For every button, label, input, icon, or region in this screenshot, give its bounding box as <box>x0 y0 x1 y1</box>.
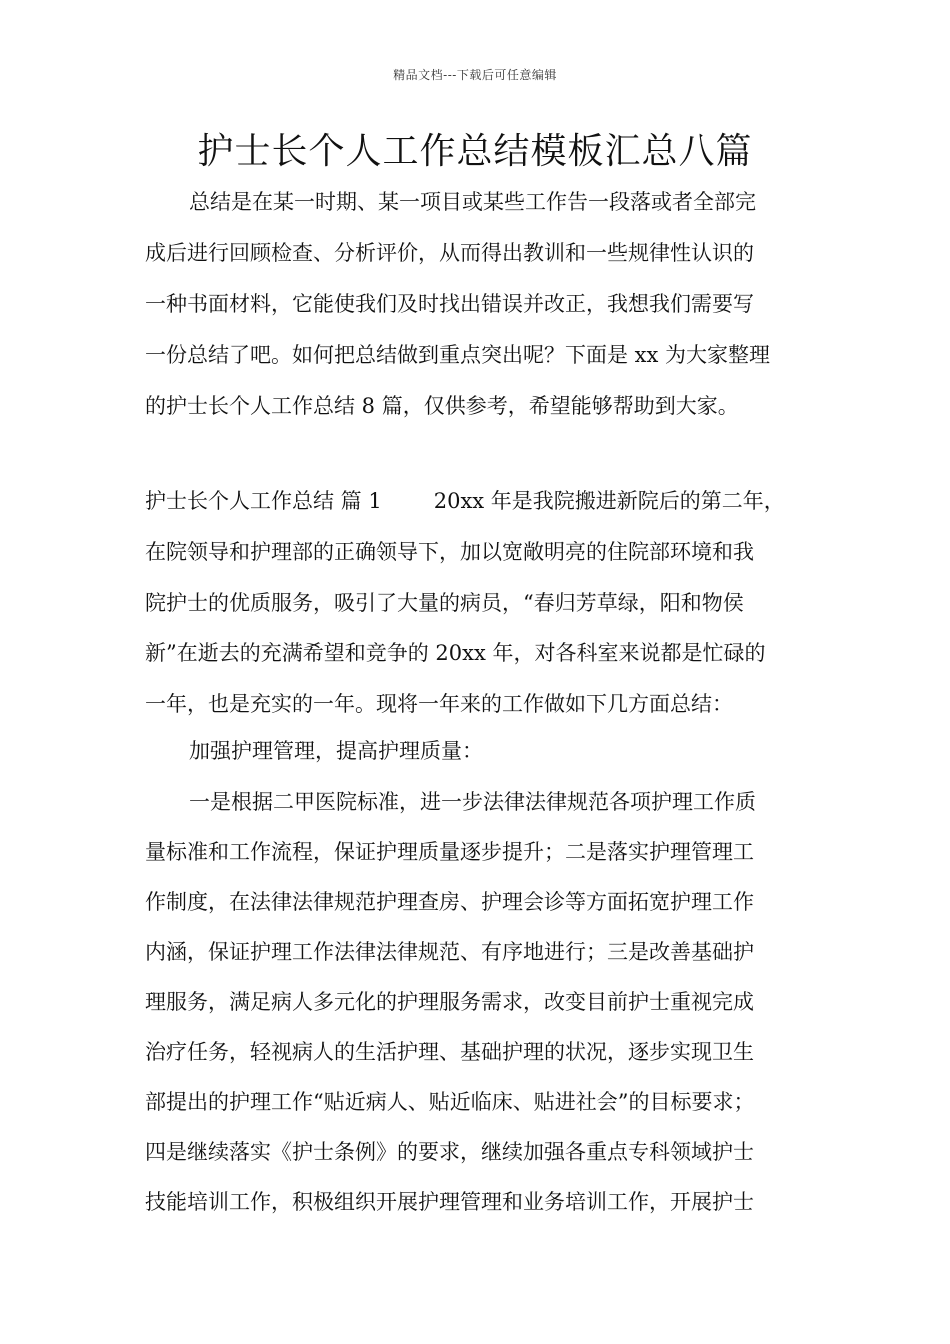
intro-line: 的护士长个人工作总结 8 篇，仅供参考，希望能够帮助到大家。 <box>145 394 739 418</box>
body-line: 一是根据二甲医院标准，进一步法律法律规范各项护理工作质 <box>189 790 756 814</box>
body-line: 理服务，满足病人多元化的护理服务需求，改变目前护士重视完成 <box>145 990 754 1014</box>
body-line: 内涵，保证护理工作法律法律规范、有序地进行；三是改善基础护 <box>145 940 754 964</box>
intro-line: 成后进行回顾检查、分析评价，从而得出教训和一些规律性认识的 <box>145 241 754 265</box>
body-line: 一年，也是充实的一年。现将一年来的工作做如下几方面总结： <box>145 692 733 716</box>
section-heading: 护士长个人工作总结 篇 1 <box>145 489 382 513</box>
body-line: 在院领导和护理部的正确领导下，加以宽敞明亮的住院部环境和我 <box>145 540 754 564</box>
document-title: 护士长个人工作总结模板汇总八篇 <box>197 131 753 172</box>
body-line: 技能培训工作，积极组织开展护理管理和业务培训工作，开展护士 <box>145 1190 754 1214</box>
body-line: 治疗任务，轻视病人的生活护理、基础护理的状况，逐步实现卫生 <box>145 1040 754 1064</box>
intro-line: 一份总结了吧。如何把总结做到重点突出呢？下面是 xx 为大家整理 <box>145 343 771 367</box>
body-line: 四是继续落实《护士条例》的要求，继续加强各重点专科领域护士 <box>145 1140 754 1164</box>
intro-line: 一种书面材料，它能使我们及时找出错误并改正，我想我们需要写 <box>145 292 754 316</box>
section-text: 20xx 年是我院搬进新院后的第二年， <box>433 489 785 513</box>
subheading: 加强护理管理，提高护理质量： <box>189 739 483 763</box>
body-line: 量标准和工作流程，保证护理质量逐步提升；二是落实护理管理工 <box>145 840 754 864</box>
section-first-line <box>145 486 785 516</box>
intro-line: 总结是在某一时期、某一项目或某些工作告一段落或者全部完 <box>189 190 756 214</box>
header-note: 精品文档---下载后可任意编辑 <box>393 68 557 82</box>
body-line: 部提出的护理工作“贴近病人、贴近临床、贴进社会”的目标要求； <box>145 1090 755 1114</box>
body-line: 新”在逝去的充满希望和竞争的 20xx 年，对各科室来说都是忙碌的 <box>145 641 766 665</box>
body-line: 院护士的优质服务，吸引了大量的病员，“春归芳草绿，阳和物侯 <box>145 591 744 615</box>
body-line: 作制度，在法律法律规范护理查房、护理会诊等方面拓宽护理工作 <box>145 890 754 914</box>
